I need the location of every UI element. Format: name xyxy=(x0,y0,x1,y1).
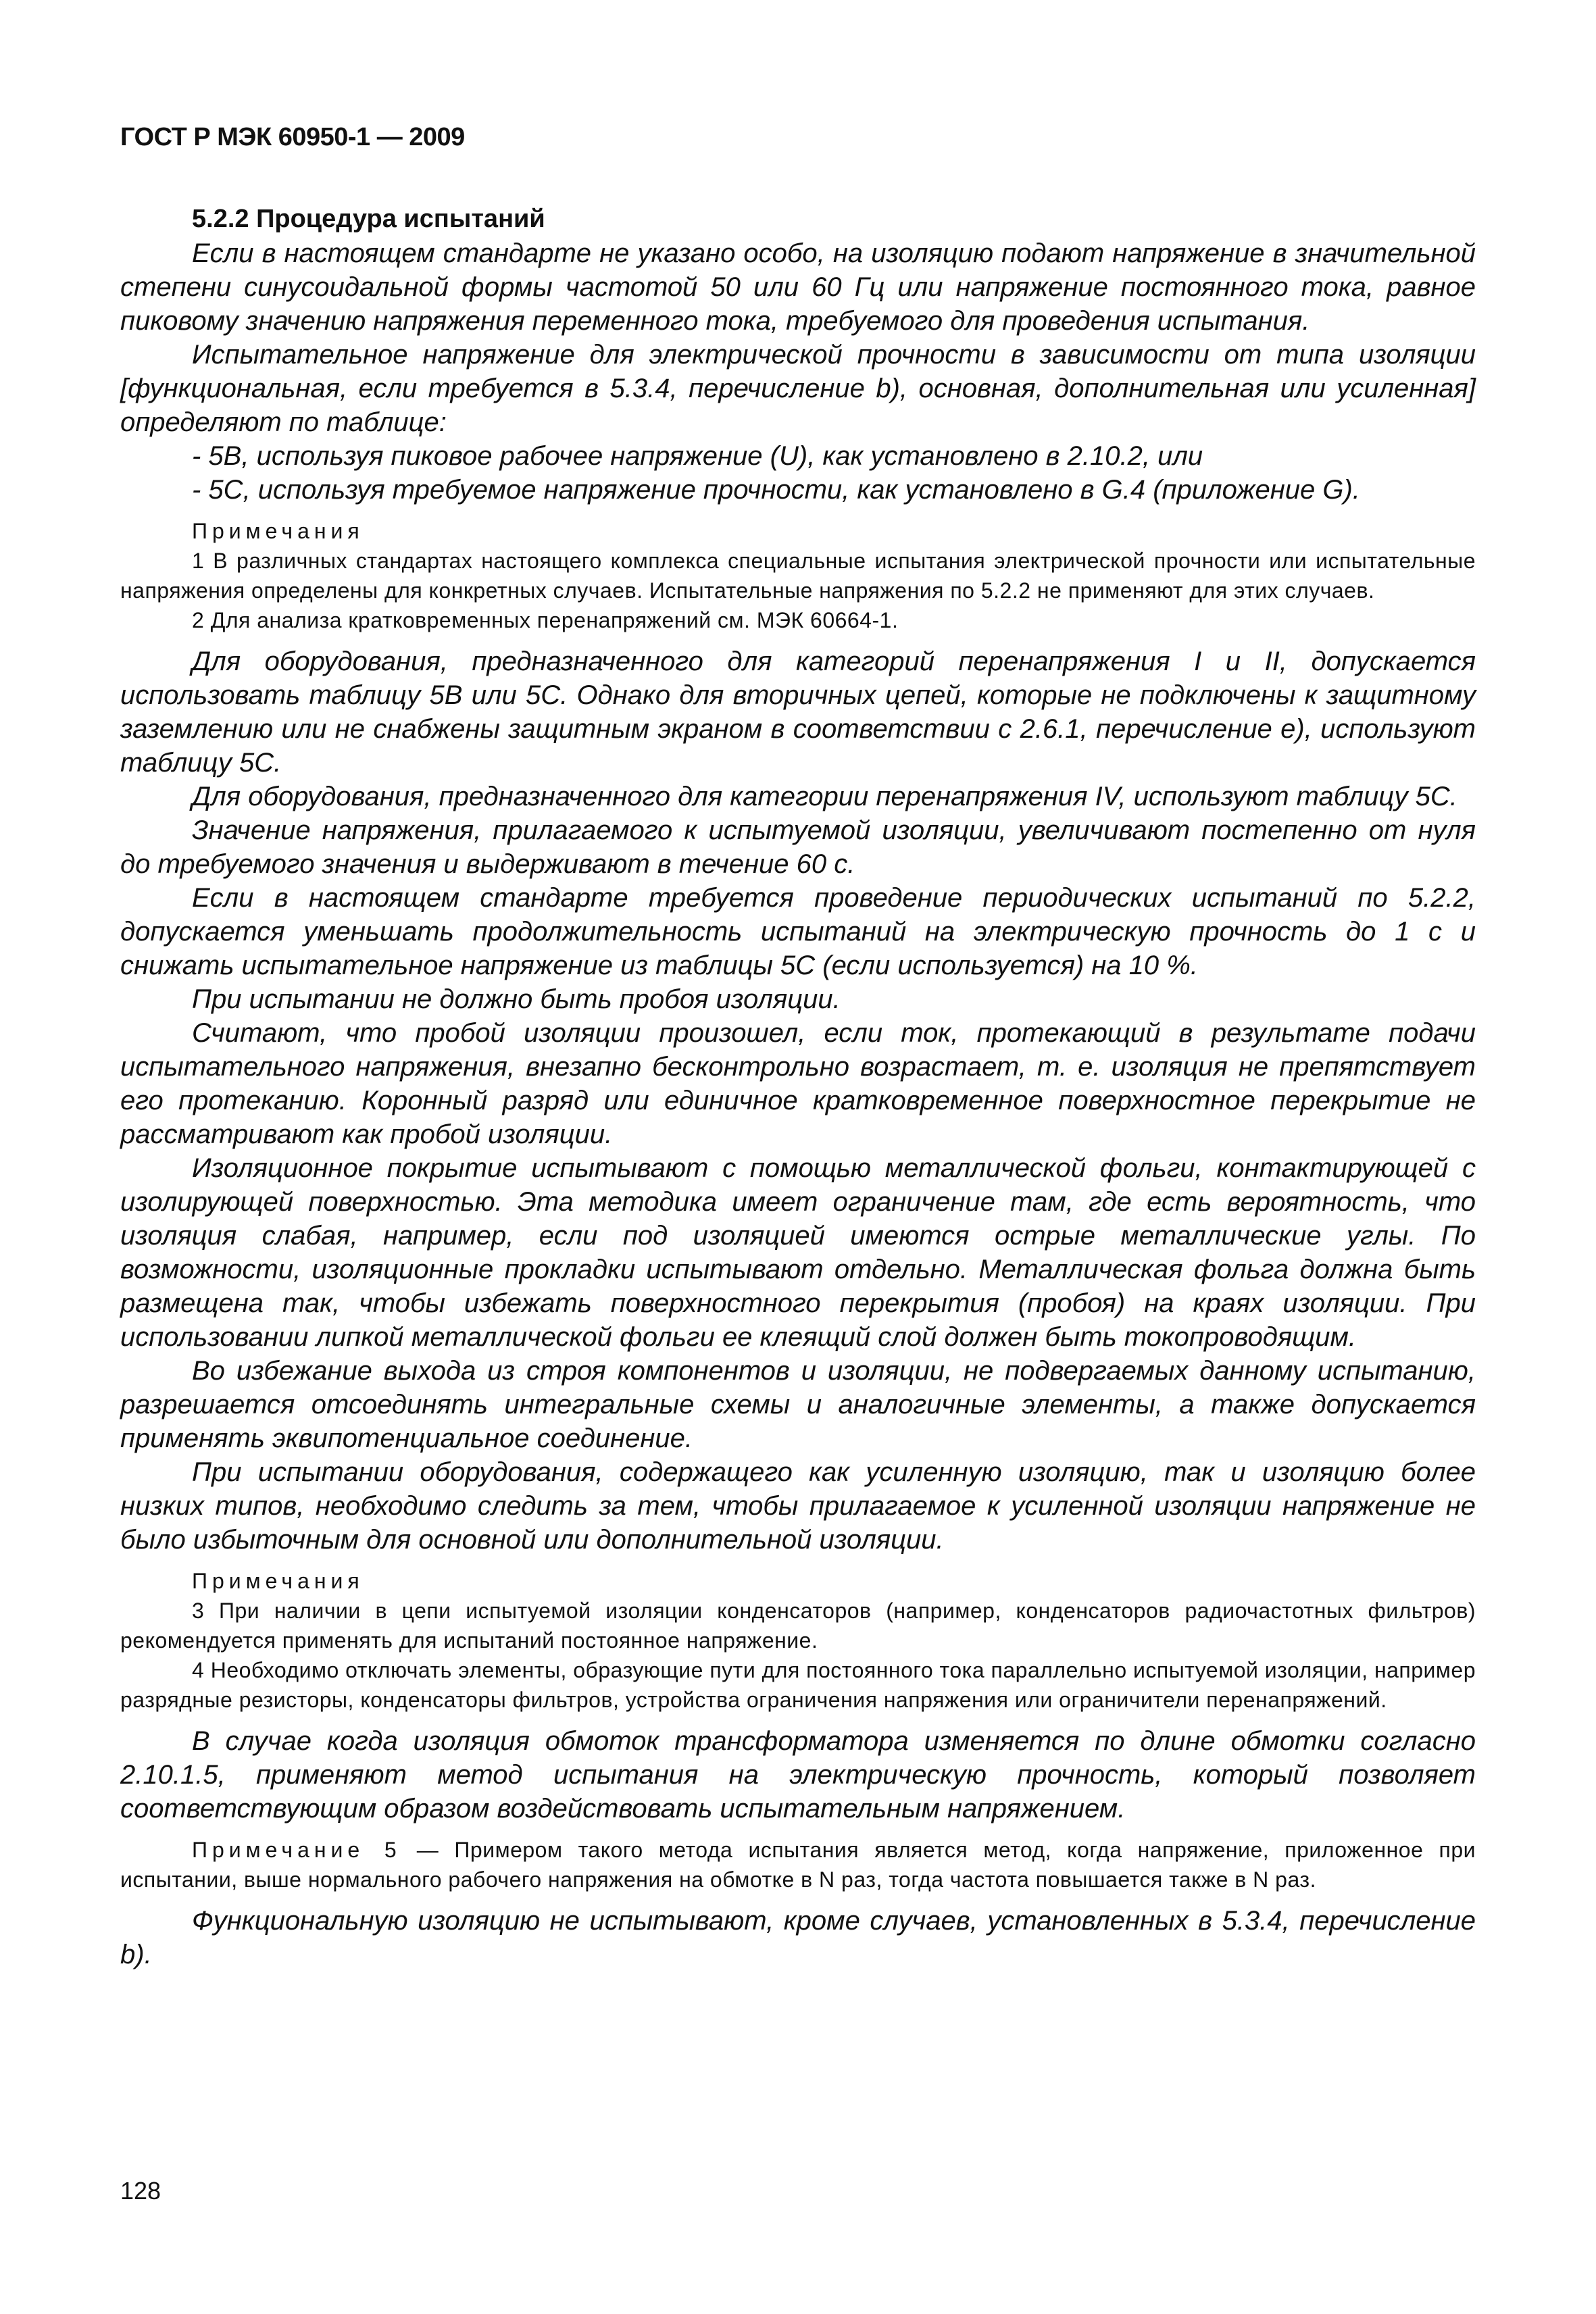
note-text: — Примером такого метода испытания является метод, когда напряжение, приложенное при испытании, выше нормального рабочего напряжения на обмотке в N раз, тогда частота повышается также в N раз. xyxy=(120,1838,1476,1892)
paragraph: Для оборудования, предназначенного для категории перенапряжения IV, используют таблицу 5С. xyxy=(192,782,1457,811)
paragraph: При испытании не должно быть пробоя изоляции. xyxy=(192,984,841,1014)
paragraph: Во избежание выхода из строя компонентов и изоляции, не подвергаемых данному испытанию, разрешается отсоединять интегральные схемы и аналогичные элементы, а также допускается применять эквипотенциальное соединение. xyxy=(120,1356,1476,1453)
note xyxy=(120,1835,1476,1894)
paragraph: В случае когда изоляция обмоток трансформатора изменяется по длине обмотки согласно 2.10.1.5, применяют метод испытания на электрическую прочность, который позволяет соответствующим образом воздействовать испытательным напряжением. xyxy=(120,1726,1476,1823)
page-number: 128 xyxy=(120,2177,161,2205)
paragraph: Считают, что пробой изоляции произошел, если ток, протекающий в результате подачи испытательного напряжения, внезапно бесконтрольно возрастает, т. е. изоляция не препятствует его протеканию. Коронный разряд или единичное кратковременное поверхностное перекрытие не рассматривают как пробой изоляции. xyxy=(120,1018,1476,1149)
paragraph: Если в настоящем стандарте не указано особо, на изоляцию подают напряжение в значительной степени синусоидальной формы частотой 50 или 60 Гц или напряжение постоянного тока, равное пиковому значению напряжения переменного тока, требуемого для проведения испытания. xyxy=(120,238,1476,336)
paragraph: При испытании оборудования, содержащего как усиленную изоляцию, так и изоляцию более низких типов, необходимо следить за тем, чтобы прилагаемое к усиленной изоляции напряжение не было избыточным для основной или дополнительной изоляции. xyxy=(120,1457,1476,1555)
standard-header: ГОСТ Р МЭК 60950-1 — 2009 xyxy=(120,123,465,151)
note: 3 При наличии в цепи испытуемой изоляции конденсаторов (например, конденсаторов радиочастотных фильтров) рекомендуется применять для испытаний постоянное напряжение. xyxy=(120,1599,1476,1653)
note: 1 В различных стандартах настоящего комплекса специальные испытания электрической прочности или испытательные напряжения определены для конкретных случаев. Испытательные напряжения по 5.2.2 не применяют для этих случаев. xyxy=(120,549,1476,603)
paragraph: Значение напряжения, прилагаемого к испытуемой изоляции, увеличивают постепенно от нуля до требуемого значения и выдерживают в течение 60 с. xyxy=(120,815,1476,879)
list-item: - 5В, используя пиковое рабочее напряжение (U), как установлено в 2.10.2, или xyxy=(192,441,1203,471)
paragraph: Испытательное напряжение для электрической прочности в зависимости от типа изоляции [функциональная, если требуется в 5.3.4, перечисление b), основная, дополнительная или усиленная] определяют по таблице: xyxy=(120,340,1476,437)
paragraph: Для оборудования, предназначенного для категорий перенапряжения I и II, допускается использовать таблицу 5В или 5С. Однако для вторичных цепей, которые не подключены к защитному заземлению или не снабжены защитным экраном в соответствии с 2.6.1, перечисление е), используют таблицу 5С. xyxy=(120,647,1476,778)
paragraph: Если в настоящем стандарте требуется проведение периодических испытаний по 5.2.2, допускается уменьшать продолжительность испытаний на электрическую прочность до 1 с и снижать испытательное напряжение из таблицы 5С (если используется) на 10 %. xyxy=(120,883,1476,980)
page-content xyxy=(120,201,1476,1971)
notes-heading: Примечания xyxy=(192,1569,364,1593)
paragraph: Функциональную изоляцию не испытывают, кроме случаев, установленных в 5.3.4, перечисление b). xyxy=(120,1906,1476,1969)
list-item: - 5С, используя требуемое напряжение прочности, как установлено в G.4 (приложение G). xyxy=(192,475,1360,505)
note: 2 Для анализа кратковременных перенапряжений см. МЭК 60664-1. xyxy=(192,608,899,632)
note: 4 Необходимо отключать элементы, образующие пути для постоянного тока параллельно испытуемой изоляции, например разрядные резисторы, конденсаторы фильтров, устройства ограничения напряжения или ограничители перенапряжений. xyxy=(120,1658,1476,1712)
note-label: Примечание 5 xyxy=(192,1838,401,1862)
section-heading: 5.2.2 Процедура испытаний xyxy=(192,205,545,233)
notes-heading: Примечания xyxy=(192,519,364,543)
paragraph: Изоляционное покрытие испытывают с помощью металлической фольги, контактирующей с изолирующей поверхностью. Эта методика имеет ограничение там, где есть вероятность, что изоляция слабая, например, если под изоляцией имеются острые металлические углы. По возможности, изоляционные прокладки испытывают отдельно. Металлическая фольга должна быть размещена так, чтобы избежать поверхностного перекрытия (пробоя) на краях изоляции. При использовании липкой металлической фольги ее клеящий слой должен быть токопроводящим. xyxy=(120,1153,1476,1352)
